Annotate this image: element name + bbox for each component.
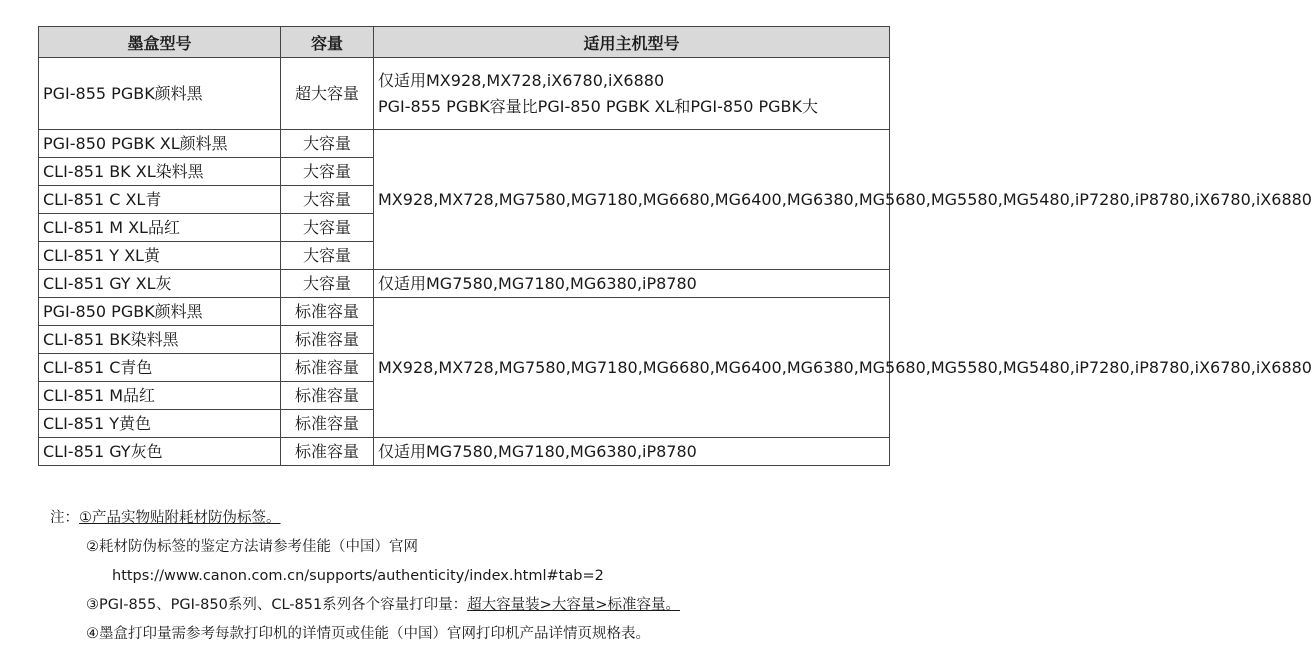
cell-capacity: 大容量 <box>281 186 374 214</box>
notes-prefix: 注： <box>50 510 79 526</box>
cell-compatible-group-std: MX928,MX728,MG7580,MG7180,MG6680,MG6400,MG6380,MG5680,MG5580,MG5480,iP7280,iP8780,iX6780,iX6880 <box>374 298 890 438</box>
notes-section <box>50 504 910 649</box>
cell-capacity: 大容量 <box>281 270 374 298</box>
cell-model: CLI-851 GY XL灰 <box>39 270 281 298</box>
note-3-text: ③PGI-855、PGI-850系列、CL-851系列各个容量打印量： <box>86 597 468 613</box>
table-row <box>39 298 890 326</box>
cell-model: PGI-850 PGBK颜料黑 <box>39 298 281 326</box>
cell-capacity: 大容量 <box>281 158 374 186</box>
cell-model: CLI-851 GY灰色 <box>39 438 281 466</box>
table-header-row <box>39 27 890 58</box>
cell-capacity: 标准容量 <box>281 354 374 382</box>
compat-line: PGI-855 PGBK容量比PGI-850 PGBK XL和PGI-850 PGBK大 <box>378 96 819 116</box>
table-row <box>39 58 890 130</box>
cell-model: PGI-850 PGBK XL颜料黑 <box>39 130 281 158</box>
cell-model: CLI-851 BK染料黑 <box>39 326 281 354</box>
cell-capacity: 标准容量 <box>281 410 374 438</box>
cell-model: CLI-851 Y黄色 <box>39 410 281 438</box>
cell-model: PGI-855 PGBK颜料黑 <box>39 58 281 130</box>
cell-model: CLI-851 C青色 <box>39 354 281 382</box>
note-1-text: ①产品实物贴附耗材防伪标签。 <box>79 510 281 526</box>
header-compatible-models: 适用主机型号 <box>374 27 890 58</box>
note-2-url: https://www.canon.com.cn/supports/authenticity/index.html#tab=2 <box>112 568 604 584</box>
cell-capacity: 标准容量 <box>281 438 374 466</box>
cartridge-table-container <box>38 26 1312 466</box>
cell-compatible-group-xl: MX928,MX728,MG7580,MG7180,MG6680,MG6400,MG6380,MG5680,MG5580,MG5480,iP7280,iP8780,iX6780,iX6880 <box>374 130 890 270</box>
cell-capacity: 超大容量 <box>281 58 374 130</box>
table-row <box>39 438 890 466</box>
note-1 <box>50 504 910 533</box>
cell-model: CLI-851 M XL品红 <box>39 214 281 242</box>
header-model: 墨盒型号 <box>39 27 281 58</box>
table-row <box>39 270 890 298</box>
cell-capacity: 大容量 <box>281 214 374 242</box>
cell-model: CLI-851 M品红 <box>39 382 281 410</box>
cell-capacity: 标准容量 <box>281 326 374 354</box>
cell-capacity: 大容量 <box>281 242 374 270</box>
cell-capacity: 标准容量 <box>281 298 374 326</box>
note-3-emphasis: 超大容量装>大容量>标准容量。 <box>467 597 680 613</box>
cell-capacity: 标准容量 <box>281 382 374 410</box>
note-4: ④墨盒打印量需参考每款打印机的详情页或佳能（中国）官网打印机产品详情页规格表。 <box>86 626 650 642</box>
note-3 <box>50 591 910 620</box>
cell-compatible <box>374 58 890 130</box>
table-row <box>39 130 890 158</box>
cell-compatible: 仅适用MG7580,MG7180,MG6380,iP8780 <box>374 438 890 466</box>
cell-compatible: 仅适用MG7580,MG7180,MG6380,iP8780 <box>374 270 890 298</box>
note-2: ②耗材防伪标签的鉴定方法请参考佳能（中国）官网 <box>86 539 418 555</box>
cell-model: CLI-851 C XL青 <box>39 186 281 214</box>
cartridge-table <box>38 26 1312 466</box>
compat-line: 仅适用MX928,MX728,iX6780,iX6880 <box>378 70 665 90</box>
header-capacity: 容量 <box>281 27 374 58</box>
cell-model: CLI-851 Y XL黄 <box>39 242 281 270</box>
cell-capacity: 大容量 <box>281 130 374 158</box>
cell-model: CLI-851 BK XL染料黑 <box>39 158 281 186</box>
